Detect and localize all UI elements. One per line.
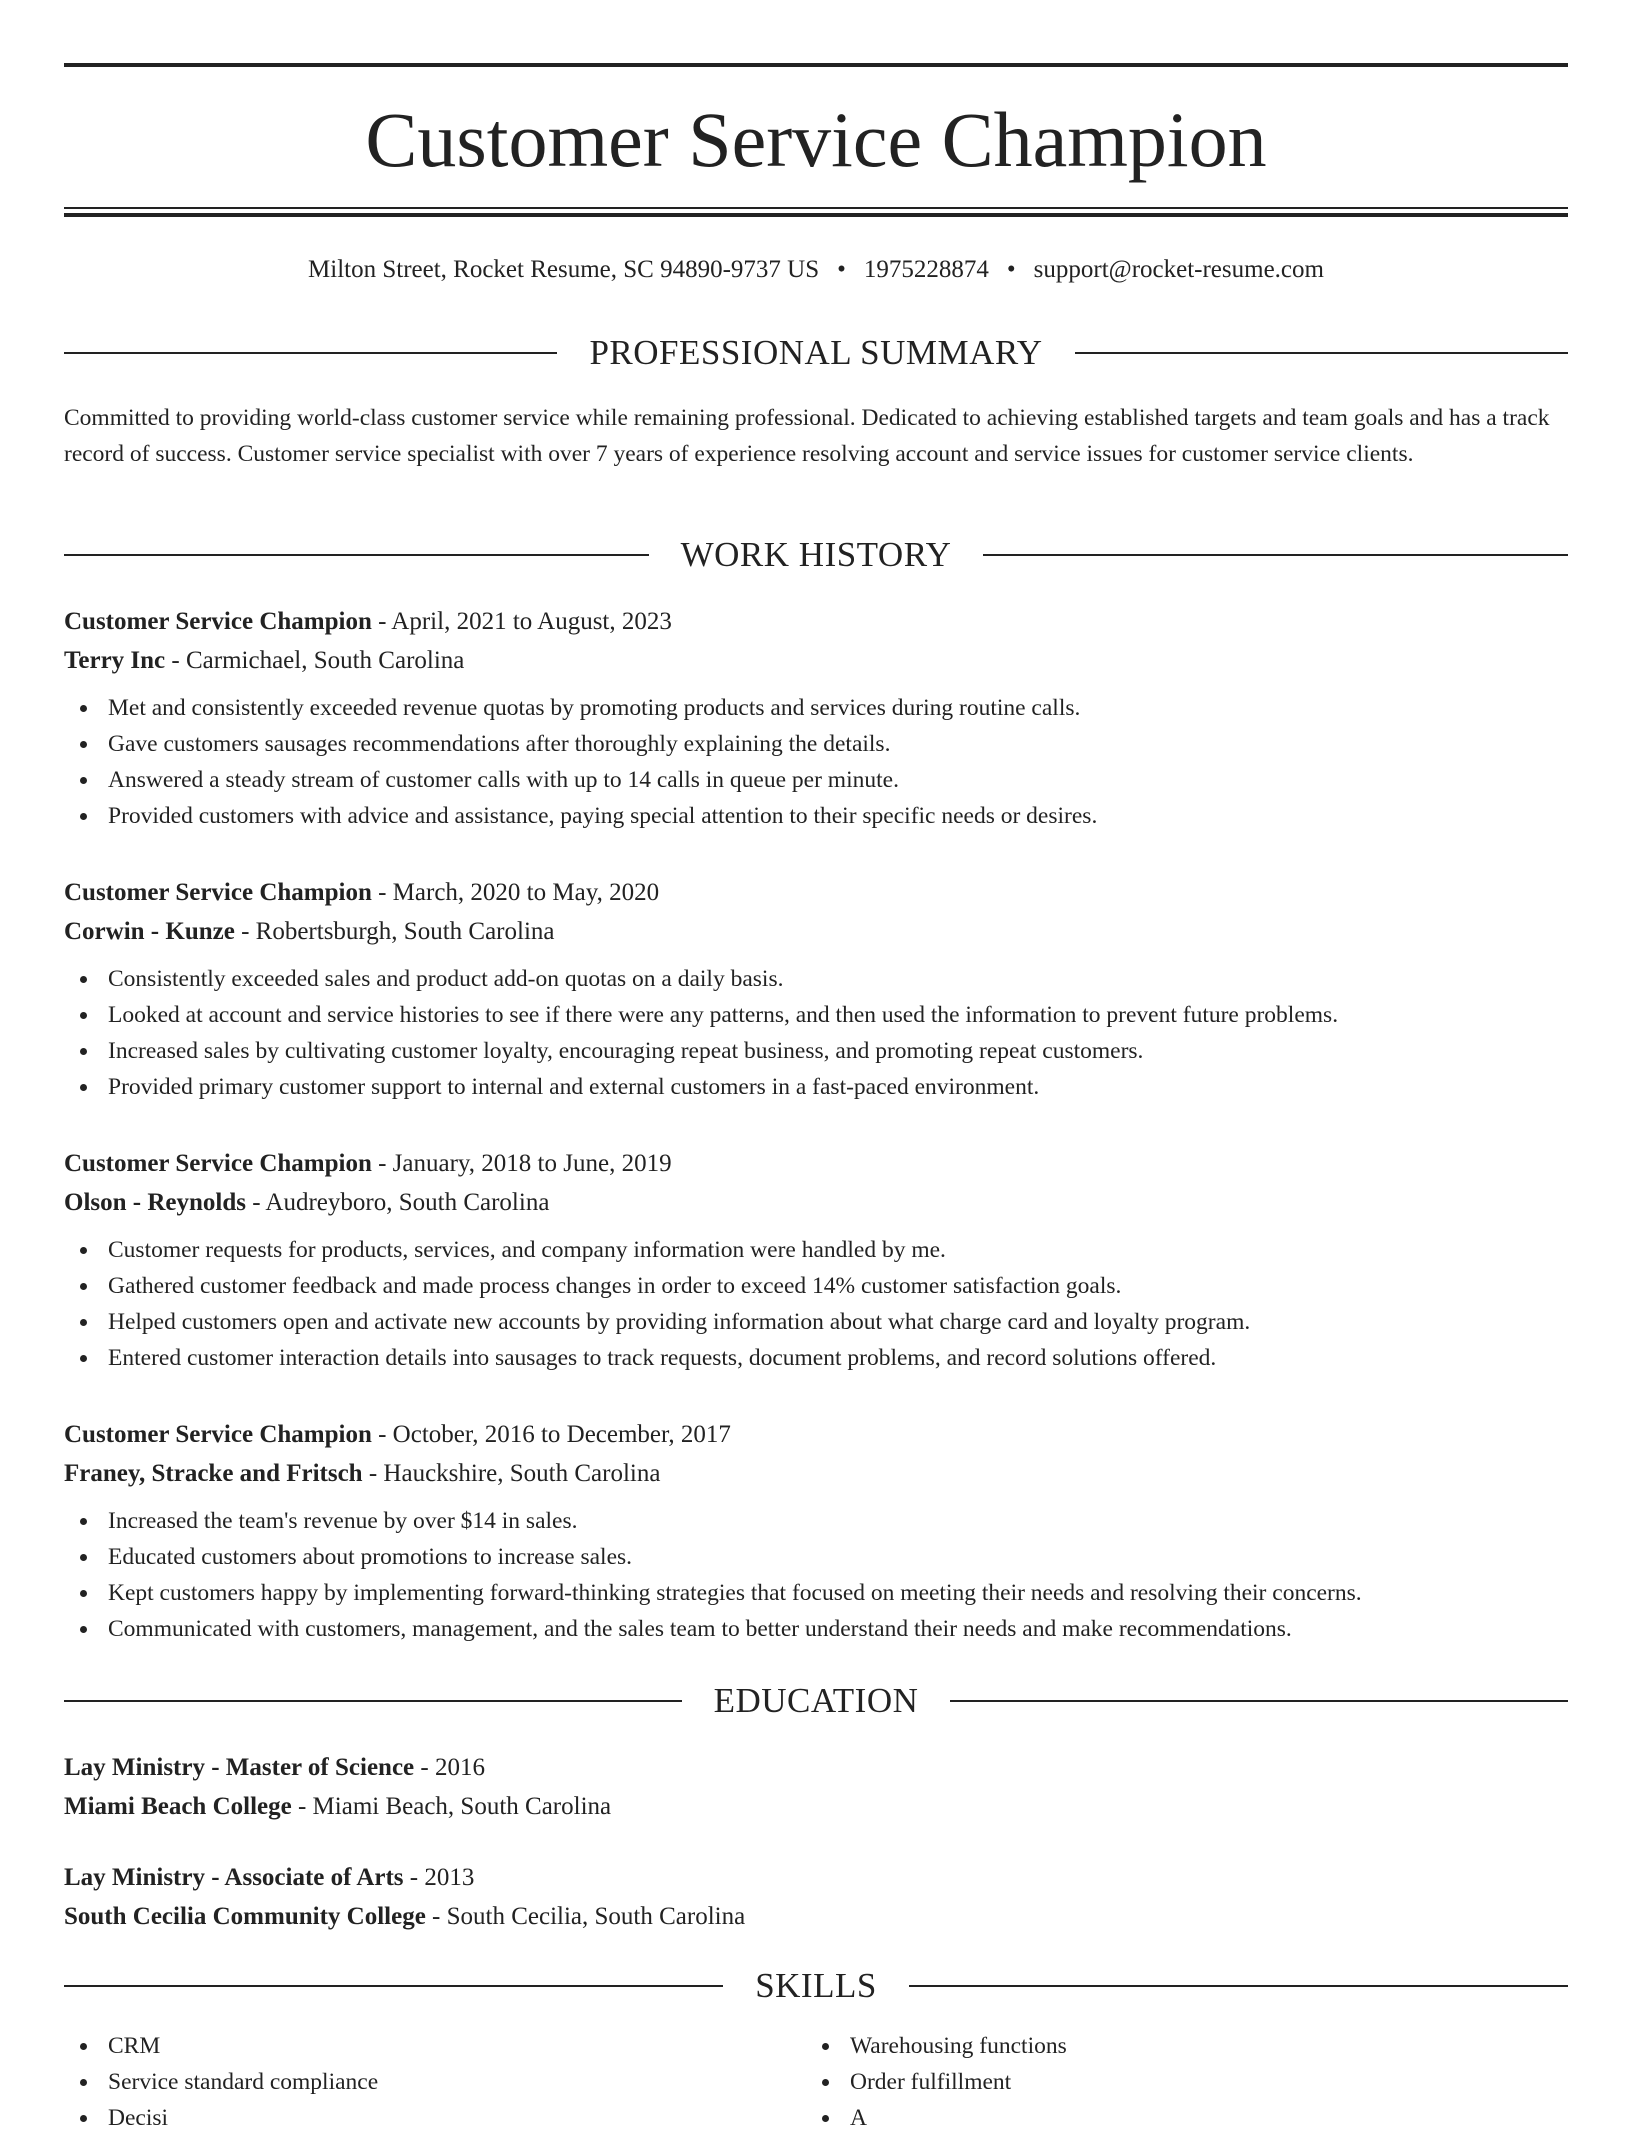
job-company: Terry Inc: [64, 647, 166, 674]
job-company: Corwin - Kunze: [64, 918, 235, 945]
summary-text: Committed to providing world-class customer service while remaining professional. Dedicated to achieving established targets and team goals and has a track record of success. Customer service specialist with over 7 years of experience resolving account and service issues for customer service clients.: [64, 405, 1550, 467]
section-title-summary: PROFESSIONAL SUMMARY: [589, 333, 1043, 372]
bullet-item: Educated customers about promotions to increase sales.: [64, 1539, 1568, 1575]
job-title: Customer Service Champion: [64, 1150, 372, 1177]
job-dates: - March, 2020 to May, 2020: [378, 879, 660, 906]
job-company-line: [64, 912, 1568, 951]
bullet-item: Customer requests for products, services, and company information were handled by me.: [64, 1232, 1568, 1268]
resume-name: Customer Service Champion: [365, 96, 1267, 183]
section-title-work: WORK HISTORY: [680, 535, 952, 574]
bullet-item: Gathered customer feedback and made process changes in order to exceed 14% customer satisfaction goals.: [64, 1268, 1568, 1304]
section-rule: [1075, 352, 1568, 354]
education-school-line: [64, 1787, 1568, 1826]
skills-list: [64, 2028, 1568, 2136]
section-rule: [64, 352, 557, 354]
contact-line: [64, 254, 1568, 286]
job-location: - Audreyboro, South Carolina: [252, 1189, 550, 1216]
job-entry: [64, 1415, 1568, 1647]
education-school-line: [64, 1897, 1568, 1936]
contact-address: Milton Street, Rocket Resume, SC 94890-9737 US: [308, 256, 820, 283]
job-bullets: [64, 1232, 1568, 1376]
education-location: - Miami Beach, South Carolina: [297, 1793, 612, 1820]
section-rule: [950, 1700, 1568, 1702]
job-title-line: [64, 873, 1568, 912]
bullet-item: Communicated with customers, management, and the sales team to better understand their needs and make recommendations.: [64, 1611, 1568, 1647]
bullet-item: Entered customer interaction details into sausages to track requests, document problems, and record solutions offered.: [64, 1340, 1568, 1376]
skills-bullets: [64, 2028, 806, 2136]
bullet-item: Answered a steady stream of customer calls with up to 14 calls in queue per minute.: [64, 762, 1568, 798]
skills-column-right: [806, 2028, 1548, 2136]
bullet-item: Helped customers open and activate new accounts by providing information about what charge card and loyalty program.: [64, 1304, 1568, 1340]
education-entry: [64, 1748, 1568, 1826]
skill-item: A: [806, 2100, 1548, 2136]
section-header-work: [64, 533, 1568, 577]
education-degree: Lay Ministry - Master of Science: [64, 1754, 415, 1781]
bullet-item: Consistently exceeded sales and product add-on quotas on a daily basis.: [64, 961, 1568, 997]
bullet-item: Provided primary customer support to internal and external customers in a fast-paced environment.: [64, 1069, 1568, 1105]
section-rule: [983, 554, 1568, 556]
job-title-line: [64, 1144, 1568, 1183]
education-degree-line: [64, 1858, 1568, 1897]
education-school: South Cecilia Community College: [64, 1903, 426, 1930]
section-header-summary: [64, 331, 1568, 375]
bullet-item: Provided customers with advice and assistance, paying special attention to their specific needs or desires.: [64, 798, 1568, 834]
job-title-line: [64, 1415, 1568, 1454]
contact-separator: •: [837, 256, 846, 283]
skill-item: Decisi: [64, 2100, 806, 2136]
job-bullets: [64, 961, 1568, 1105]
job-title: Customer Service Champion: [64, 608, 372, 635]
education-school: Miami Beach College: [64, 1793, 292, 1820]
skills-column-left: [64, 2028, 806, 2136]
job-bullets: [64, 1503, 1568, 1647]
job-title: Customer Service Champion: [64, 879, 372, 906]
skill-item: CRM: [64, 2028, 806, 2064]
education-year: - 2016: [420, 1754, 485, 1781]
job-dates: - January, 2018 to June, 2019: [378, 1150, 672, 1177]
bullet-item: Increased sales by cultivating customer loyalty, encouraging repeat business, and promoting repeat customers.: [64, 1033, 1568, 1069]
job-entry: [64, 873, 1568, 1105]
job-company-line: [64, 1183, 1568, 1222]
section-title-education: EDUCATION: [713, 1681, 919, 1720]
job-location: - Robertsburgh, South Carolina: [241, 918, 555, 945]
job-title: Customer Service Champion: [64, 1421, 372, 1448]
bullet-item: Met and consistently exceeded revenue quotas by promoting products and services during routine calls.: [64, 690, 1568, 726]
top-rule: [64, 63, 1568, 67]
bullet-item: Kept customers happy by implementing forward-thinking strategies that focused on meeting their needs and resolving their concerns.: [64, 1575, 1568, 1611]
skill-item: Warehousing functions: [806, 2028, 1548, 2064]
section-header-education: [64, 1679, 1568, 1723]
job-company: Olson - Reynolds: [64, 1189, 246, 1216]
skill-item: Order fulfillment: [806, 2064, 1548, 2100]
job-location: - Carmichael, South Carolina: [171, 647, 465, 674]
job-entry: [64, 1144, 1568, 1376]
section-rule: [64, 1985, 723, 1987]
job-location: - Hauckshire, South Carolina: [368, 1460, 661, 1487]
job-company: Franey, Stracke and Fritsch: [64, 1460, 363, 1487]
education-degree-line: [64, 1748, 1568, 1787]
job-title-line: [64, 602, 1568, 641]
job-company-line: [64, 641, 1568, 680]
job-company-line: [64, 1454, 1568, 1493]
bullet-item: Increased the team's revenue by over $14 in sales.: [64, 1503, 1568, 1539]
section-rule: [909, 1985, 1568, 1987]
job-bullets: [64, 690, 1568, 834]
contact-email: support@rocket-resume.com: [1033, 256, 1324, 283]
bullet-item: Gave customers sausages recommendations after thoroughly explaining the details.: [64, 726, 1568, 762]
bullet-item: Looked at account and service histories to see if there were any patterns, and then used the information to prevent future problems.: [64, 997, 1568, 1033]
section-header-skills: [64, 1964, 1568, 2008]
contact-separator: •: [1006, 256, 1016, 283]
section-title-skills: SKILLS: [755, 1966, 877, 2005]
job-entry: [64, 602, 1568, 834]
education-year: - 2013: [409, 1864, 475, 1891]
job-dates: - April, 2021 to August, 2023: [378, 608, 672, 635]
section-rule: [64, 1700, 682, 1702]
job-dates: - October, 2016 to December, 2017: [378, 1421, 731, 1448]
contact-phone: 1975228874: [863, 256, 989, 283]
education-entry: [64, 1858, 1568, 1936]
header-double-rule: [64, 207, 1568, 217]
section-rule: [64, 554, 649, 556]
education-degree: Lay Ministry - Associate of Arts: [64, 1864, 404, 1891]
education-location: - South Cecilia, South Carolina: [432, 1903, 746, 1930]
skill-item: Service standard compliance: [64, 2064, 806, 2100]
skills-bullets: [806, 2028, 1548, 2136]
